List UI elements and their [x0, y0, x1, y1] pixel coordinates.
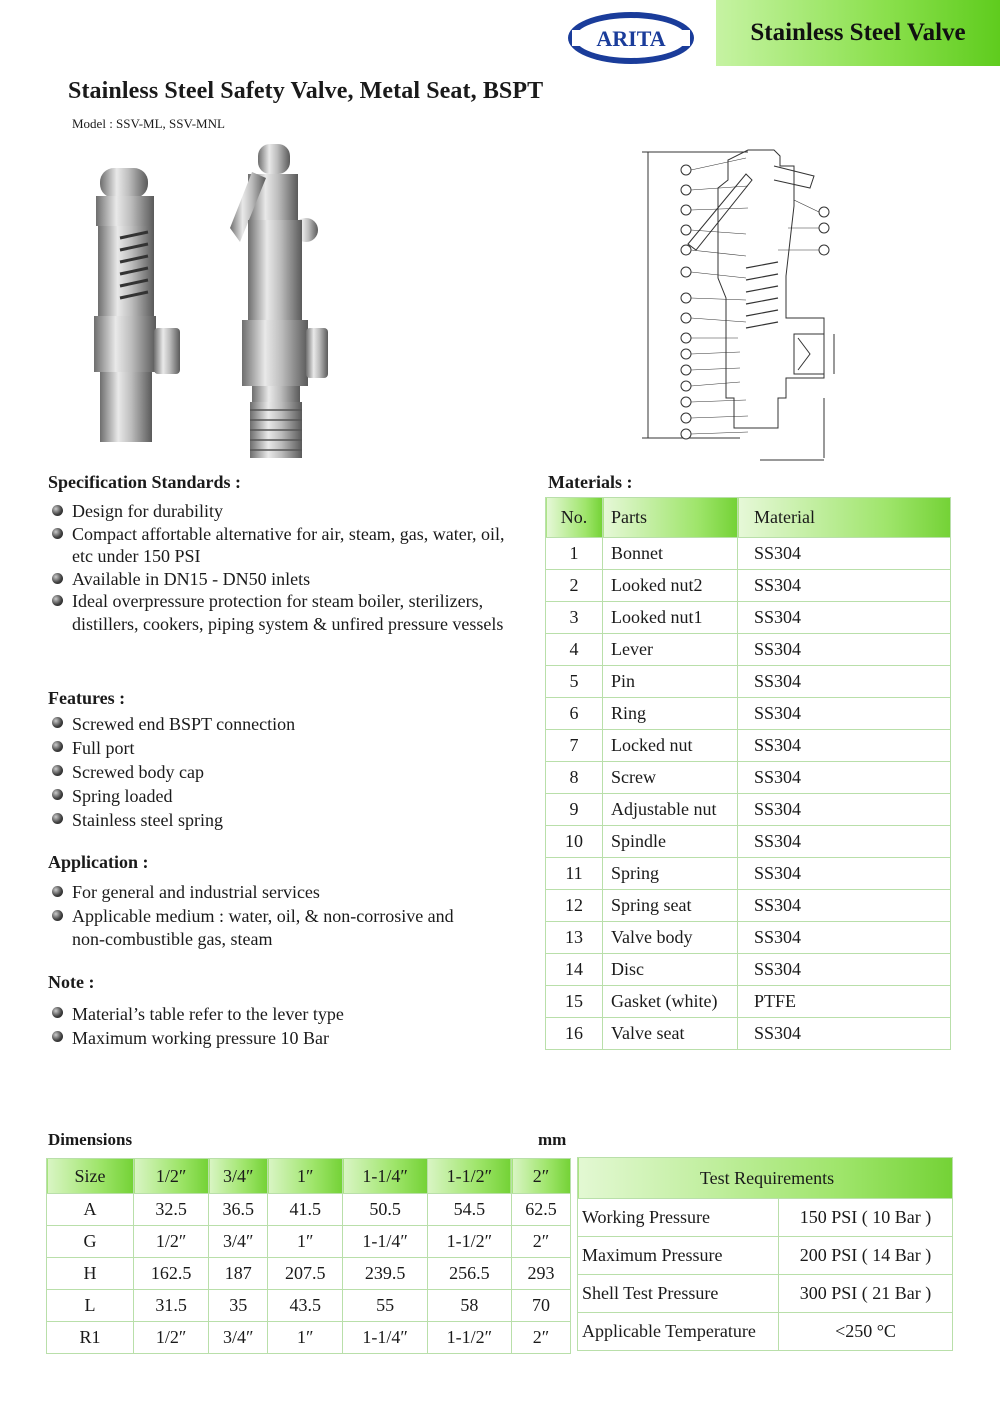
- table-cell: 1-1/2″: [427, 1322, 511, 1354]
- table-cell: 50.5: [343, 1194, 427, 1226]
- table-cell: <250 °C: [779, 1313, 953, 1351]
- table-row: [546, 794, 951, 826]
- table-row: [546, 538, 951, 570]
- list-item: Compact affortable alternative for air, steam, gas, water, oil, etc under 150 PSI: [50, 523, 530, 568]
- category-banner: [716, 0, 1000, 66]
- list-item: For general and industrial services: [50, 881, 470, 905]
- bullet-icon: [52, 573, 63, 584]
- product-photo: [80, 138, 330, 462]
- table-cell: SS304: [738, 922, 951, 954]
- table-cell: 35: [209, 1290, 268, 1322]
- test-heading: Test Requirements: [578, 1158, 953, 1199]
- table-row: [47, 1226, 571, 1258]
- table-cell: Maximum Pressure: [578, 1237, 779, 1275]
- table-cell: Gasket (white): [603, 986, 738, 1018]
- table-row: [546, 698, 951, 730]
- table-cell: 239.5: [343, 1258, 427, 1290]
- list-item: Full port: [50, 736, 510, 760]
- features-heading: Features :: [48, 688, 126, 708]
- table-cell: SS304: [738, 634, 951, 666]
- table-cell: 58: [427, 1290, 511, 1322]
- table-row: [578, 1199, 953, 1237]
- table-cell: 1: [546, 538, 603, 570]
- unit-label: mm: [538, 1130, 567, 1149]
- table-cell: SS304: [738, 666, 951, 698]
- table-cell: 62.5: [512, 1194, 571, 1226]
- list-item: Maximum working pressure 10 Bar: [50, 1026, 520, 1050]
- table-cell: 54.5: [427, 1194, 511, 1226]
- table-cell: SS304: [738, 1018, 951, 1050]
- table-cell: 293: [512, 1258, 571, 1290]
- table-row: [546, 1018, 951, 1050]
- table-cell: 3: [546, 602, 603, 634]
- table-cell: Working Pressure: [578, 1199, 779, 1237]
- bullet-icon: [52, 765, 63, 776]
- list-item: Applicable medium : water, oil, & non-corrosive and non-combustible gas, steam: [50, 905, 470, 952]
- table-cell: 1-1/2″: [427, 1226, 511, 1258]
- table-row: [546, 570, 951, 602]
- table-cell: Shell Test Pressure: [578, 1275, 779, 1313]
- table-cell: R1: [47, 1322, 134, 1354]
- table-cell: Looked nut2: [603, 570, 738, 602]
- table-cell: 200 PSI ( 14 Bar ): [779, 1237, 953, 1275]
- table-cell: SS304: [738, 890, 951, 922]
- bullet-icon: [52, 717, 63, 728]
- banner-text: Stainless Steel Valve: [750, 19, 966, 46]
- list-item: Available in DN15 - DN50 inlets: [50, 568, 530, 591]
- table-cell: 15: [546, 986, 603, 1018]
- bullet-icon: [52, 1031, 63, 1042]
- table-row: [546, 602, 951, 634]
- list-item: Ideal overpressure protection for steam boiler, sterilizers, distillers, cookers, piping system & unfired pressure vessels: [50, 590, 530, 635]
- features-list: [50, 712, 510, 832]
- table-cell: Valve body: [603, 922, 738, 954]
- table-row: [546, 634, 951, 666]
- table-cell: 12: [546, 890, 603, 922]
- table-cell: A: [47, 1194, 134, 1226]
- column-header: Parts: [603, 498, 738, 538]
- list-item: Design for durability: [50, 500, 530, 523]
- table-cell: Disc: [603, 954, 738, 986]
- table-cell: 1-1/2″: [427, 1159, 511, 1194]
- table-cell: 3/4″: [209, 1322, 268, 1354]
- table-cell: 1″: [268, 1226, 343, 1258]
- table-row: [47, 1258, 571, 1290]
- table-cell: 1/2″: [134, 1159, 209, 1194]
- table-cell: 2″: [512, 1226, 571, 1258]
- table-cell: 1-1/4″: [343, 1322, 427, 1354]
- table-row: [546, 762, 951, 794]
- table-cell: 187: [209, 1258, 268, 1290]
- table-cell: Applicable Temperature: [578, 1313, 779, 1351]
- table-row: [578, 1313, 953, 1351]
- table-cell: 55: [343, 1290, 427, 1322]
- table-cell: Locked nut: [603, 730, 738, 762]
- table-cell: 1″: [268, 1159, 343, 1194]
- table-cell: 1″: [268, 1322, 343, 1354]
- table-cell: Ring: [603, 698, 738, 730]
- table-row: [47, 1290, 571, 1322]
- table-cell: SS304: [738, 762, 951, 794]
- bullet-icon: [52, 505, 63, 516]
- table-cell: 162.5: [134, 1258, 209, 1290]
- table-cell: 70: [512, 1290, 571, 1322]
- table-cell: H: [47, 1258, 134, 1290]
- table-cell: 8: [546, 762, 603, 794]
- logo-text: ARITA: [596, 26, 666, 51]
- table-cell: 13: [546, 922, 603, 954]
- table-row: [546, 730, 951, 762]
- table-cell: Size: [47, 1159, 134, 1194]
- table-row: [578, 1237, 953, 1275]
- table-cell: 256.5: [427, 1258, 511, 1290]
- page-title: Stainless Steel Safety Valve, Metal Seat, BSPT: [68, 78, 544, 104]
- bullet-icon: [52, 886, 63, 897]
- table-cell: 16: [546, 1018, 603, 1050]
- table-cell: SS304: [738, 858, 951, 890]
- table-cell: 1/2″: [134, 1322, 209, 1354]
- table-cell: 4: [546, 634, 603, 666]
- table-cell: 5: [546, 666, 603, 698]
- table-cell: Pin: [603, 666, 738, 698]
- model-label: Model : SSV-ML, SSV-MNL: [72, 116, 225, 131]
- table-row: [546, 890, 951, 922]
- table-row: [578, 1275, 953, 1313]
- arita-logo: [566, 10, 696, 66]
- table-cell: 36.5: [209, 1194, 268, 1226]
- note-list: [50, 1002, 520, 1050]
- table-cell: L: [47, 1290, 134, 1322]
- test-requirements-table: [577, 1157, 953, 1351]
- bullet-icon: [52, 789, 63, 800]
- table-cell: SS304: [738, 538, 951, 570]
- table-row: [47, 1159, 571, 1194]
- table-cell: Bonnet: [603, 538, 738, 570]
- column-header: Material: [738, 498, 951, 538]
- materials-table: [545, 497, 951, 1050]
- table-cell: Looked nut1: [603, 602, 738, 634]
- table-cell: 11: [546, 858, 603, 890]
- bullet-icon: [52, 595, 63, 606]
- table-cell: 207.5: [268, 1258, 343, 1290]
- table-cell: Adjustable nut: [603, 794, 738, 826]
- application-list: [50, 881, 470, 952]
- table-cell: 300 PSI ( 21 Bar ): [779, 1275, 953, 1313]
- table-cell: SS304: [738, 794, 951, 826]
- table-cell: Spring seat: [603, 890, 738, 922]
- table-cell: 9: [546, 794, 603, 826]
- table-cell: Screw: [603, 762, 738, 794]
- table-cell: 1/2″: [134, 1226, 209, 1258]
- table-cell: SS304: [738, 730, 951, 762]
- table-cell: 43.5: [268, 1290, 343, 1322]
- table-cell: Spindle: [603, 826, 738, 858]
- table-cell: 2: [546, 570, 603, 602]
- table-cell: 7: [546, 730, 603, 762]
- bullet-icon: [52, 813, 63, 824]
- table-cell: 2″: [512, 1322, 571, 1354]
- table-cell: SS304: [738, 698, 951, 730]
- table-cell: 6: [546, 698, 603, 730]
- table-cell: SS304: [738, 826, 951, 858]
- table-cell: 41.5: [268, 1194, 343, 1226]
- list-item: Screwed end BSPT connection: [50, 712, 510, 736]
- list-item: Screwed body cap: [50, 760, 510, 784]
- table-cell: 3/4″: [209, 1159, 268, 1194]
- table-cell: 32.5: [134, 1194, 209, 1226]
- technical-drawing: [628, 138, 940, 468]
- table-cell: SS304: [738, 602, 951, 634]
- table-header-row: [578, 1158, 953, 1199]
- dimensions-table: [46, 1158, 571, 1354]
- table-row: [546, 986, 951, 1018]
- table-cell: Spring: [603, 858, 738, 890]
- table-cell: 1-1/4″: [343, 1159, 427, 1194]
- list-item: Material’s table refer to the lever type: [50, 1002, 520, 1026]
- spec-list: [50, 500, 530, 635]
- table-row: [546, 826, 951, 858]
- table-cell: Lever: [603, 634, 738, 666]
- column-header: No.: [546, 498, 603, 538]
- table-header-row: [546, 498, 951, 538]
- table-cell: SS304: [738, 570, 951, 602]
- note-heading: Note :: [48, 972, 95, 992]
- bullet-icon: [52, 910, 63, 921]
- table-row: [546, 922, 951, 954]
- table-cell: 10: [546, 826, 603, 858]
- table-cell: 150 PSI ( 10 Bar ): [779, 1199, 953, 1237]
- table-cell: 3/4″: [209, 1226, 268, 1258]
- table-cell: 2″: [512, 1159, 571, 1194]
- bullet-icon: [52, 528, 63, 539]
- table-cell: Valve seat: [603, 1018, 738, 1050]
- table-row: [47, 1322, 571, 1354]
- dimensions-heading: Dimensions: [48, 1130, 133, 1149]
- table-cell: SS304: [738, 954, 951, 986]
- table-cell: 14: [546, 954, 603, 986]
- bullet-icon: [52, 741, 63, 752]
- table-row: [47, 1194, 571, 1226]
- materials-heading: Materials :: [548, 472, 633, 492]
- bullet-icon: [52, 1007, 63, 1018]
- table-cell: PTFE: [738, 986, 951, 1018]
- application-heading: Application :: [48, 852, 149, 872]
- table-cell: G: [47, 1226, 134, 1258]
- table-row: [546, 858, 951, 890]
- table-cell: 1-1/4″: [343, 1226, 427, 1258]
- list-item: Spring loaded: [50, 784, 510, 808]
- table-row: [546, 666, 951, 698]
- table-cell: 31.5: [134, 1290, 209, 1322]
- table-row: [546, 954, 951, 986]
- spec-heading: Specification Standards :: [48, 472, 242, 492]
- list-item: Stainless steel spring: [50, 808, 510, 832]
